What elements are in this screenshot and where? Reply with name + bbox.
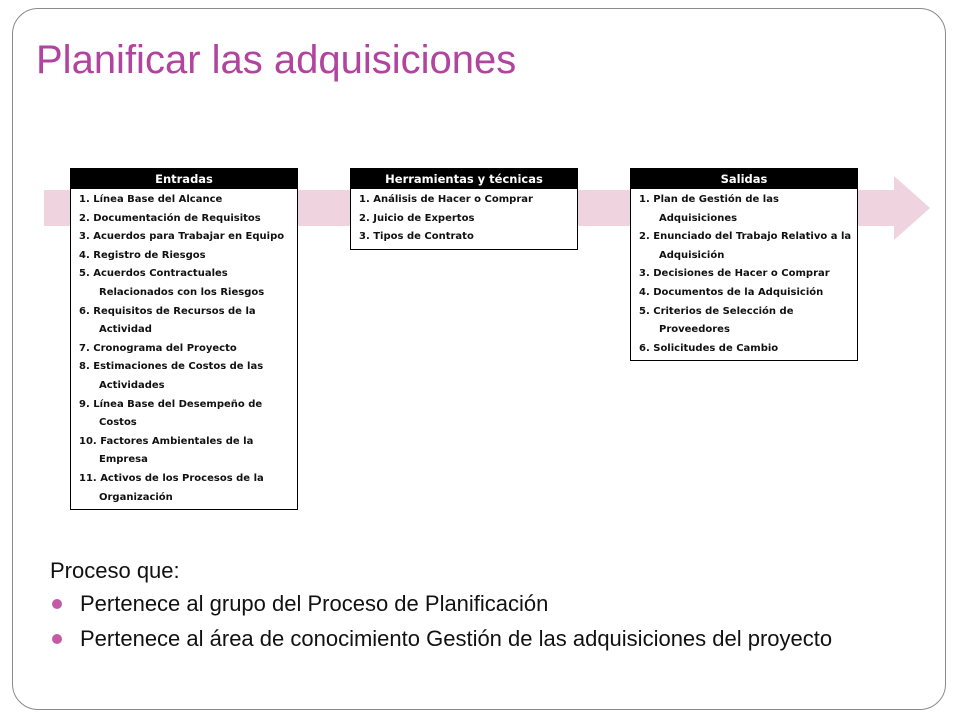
input-item: 6. Requisitos de Recursos de la Actividad [79, 305, 256, 336]
input-item: 11. Activos de los Procesos de la Organización [79, 472, 264, 503]
tools-list [351, 189, 577, 249]
input-item: 3. Acuerdos para Trabajar en Equipo [79, 231, 285, 243]
bullet-item [50, 625, 910, 652]
input-item: 8. Estimaciones de Costos de las Actividades [79, 361, 264, 391]
description-lead: Proceso que: [50, 558, 180, 583]
slide-title: Planificar las adquisiciones [36, 38, 517, 82]
inputs-header: Entradas [71, 169, 297, 189]
output-item: 4. Documentos de la Adquisición [639, 286, 824, 298]
inputs-list [71, 189, 297, 509]
tool-item: 1. Análisis de Hacer o Comprar [359, 194, 533, 205]
output-item: 1. Plan de Gestión de las Adquisiciones [639, 194, 779, 224]
input-item: 7. Cronograma del Proyecto [79, 342, 237, 354]
output-item: 6. Solicitudes de Cambio [639, 342, 779, 354]
process-description [50, 556, 910, 660]
output-item: 5. Criterios de Selección de Proveedores [639, 305, 794, 336]
inputs-box [70, 168, 298, 510]
input-item: 4. Registro de Riesgos [79, 249, 206, 261]
tool-item: 3. Tipos de Contrato [359, 231, 474, 243]
outputs-list [631, 189, 857, 360]
output-item: 2. Enunciado del Trabajo Relativo a la Adquisición [639, 231, 852, 261]
bullet-text: Pertenece al grupo del Proceso de Planificación [80, 591, 549, 616]
bullet-dot-icon [52, 634, 62, 644]
input-item: 5. Acuerdos Contractuales Relacionados con los Riesgos [79, 268, 265, 298]
tools-header: Herramientas y técnicas [351, 169, 577, 189]
input-item: 10. Factores Ambientales de la Empresa [79, 435, 254, 466]
input-item: 2. Documentación de Requisitos [79, 212, 261, 224]
input-item: 1. Línea Base del Alcance [79, 194, 223, 205]
bullet-item [50, 590, 910, 617]
input-item: 9. Línea Base del Desempeño de Costos [79, 398, 263, 429]
bullet-text: Pertenece al área de conocimiento Gestión de las adquisiciones del proyecto [80, 626, 833, 651]
tools-box [350, 168, 578, 250]
bullet-dot-icon [52, 599, 62, 609]
output-item: 3. Decisiones de Hacer o Comprar [639, 268, 830, 280]
description-bullets [50, 590, 910, 652]
outputs-header: Salidas [631, 169, 857, 189]
outputs-box [630, 168, 858, 361]
tool-item: 2. Juicio de Expertos [359, 212, 475, 224]
